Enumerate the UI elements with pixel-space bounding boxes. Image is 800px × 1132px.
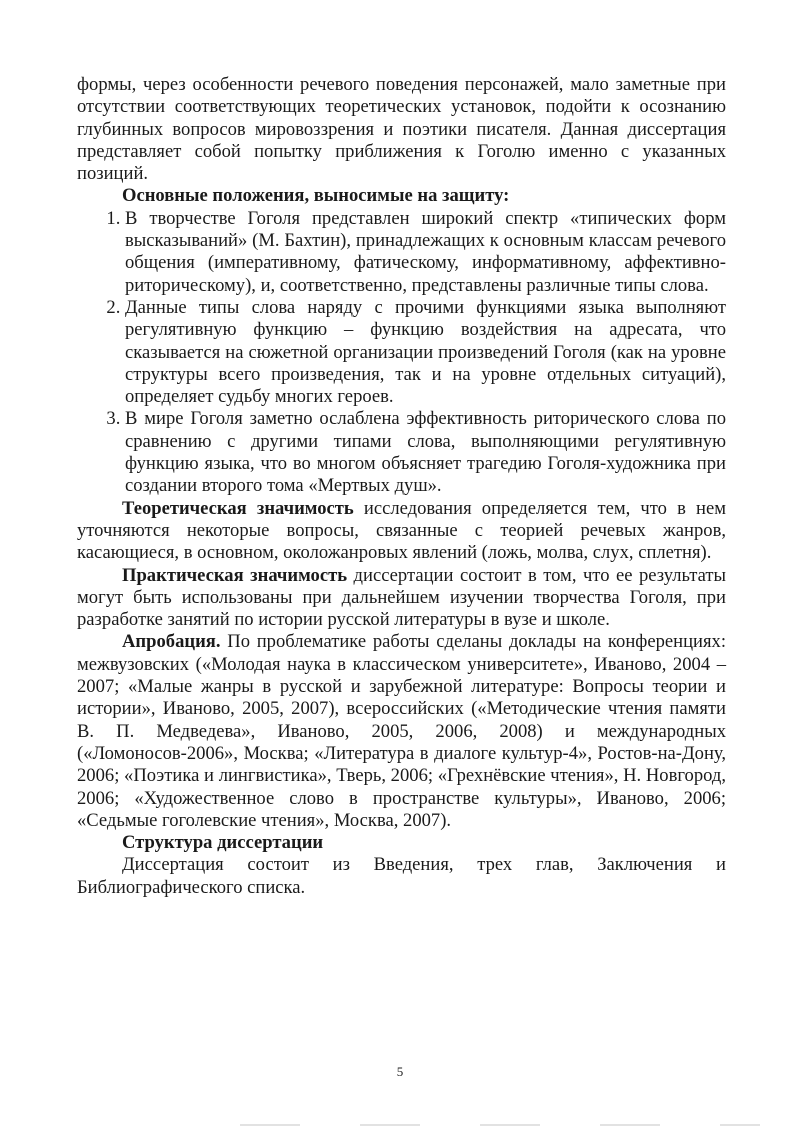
theses-heading: Основные положения, выносимые на защиту: (122, 185, 510, 207)
intro-paragraph: формы, через особенности речевого поведения персонажей, мало заметные при отсутствии соответствующих теоретических установок, подойти к осознанию глубинных вопросов мировоззрения и поэтики писателя. Данная диссертация представляет собой попытку приближения к Гоголю именно с указанных позиций. (77, 74, 726, 185)
theoretical-significance-label: Теоретическая значимость (122, 497, 354, 519)
approbation-text: По проблематике работы сделаны доклады на конференциях: межвузовских («Молодая наука в классическом университете», Иваново, 2004 – 2007; «Малые жанры в русской и зарубежной литературе: Вопросы теории и истории», Иваново, 2005, 2007), всероссийских («Методические чтения памяти В. П. Медведева», Иваново, 2005, 2006, 2008) и международных («Ломоносов-2006», Москва; «Литература в диалоге культур-4», Ростов-на-Дону, 2006; «Поэтика и лингвистика», Тверь, 2006; «Грехнёвские чтения», Н. Новгород, 2006; «Художественное слово в пространстве культуры», Иваново, 2006; «Седьмые гоголевские чтения», Москва, 2007). (77, 631, 726, 831)
thesis-item: 2. Данные типы слова наряду с прочими функциями языка выполняют регулятивную функцию – функцию воздействия на адресата, что сказывается на сюжетной организации произведений Гоголя (как на уровне структуры всего произведения, так и на уровне отдельных ситуаций), определяет судьбу многих героев. (125, 297, 726, 408)
structure-heading: Структура диссертации (122, 832, 324, 854)
practical-significance-paragraph (77, 565, 726, 632)
approbation-label: Апробация. (122, 631, 221, 653)
practical-significance-label: Практическая значимость (122, 564, 348, 586)
approbation-paragraph (77, 631, 726, 832)
thesis-item: 3. В мире Гоголя заметно ослаблена эффективность риторического слова по сравнению с другими типами слова, выполняющими регулятивную функцию языка, что во многом объясняет трагедию Гоголя-художника при создании второго тома «Мертвых душ». (125, 408, 726, 497)
document-page (77, 74, 726, 899)
thesis-item: 1. В творчестве Гоголя представлен широкий спектр «типических форм высказываний» (М. Бахтин), принадлежащих к основным классам речевого общения (императивному, фатическому, информативному, аффективно-риторическому), и, соответственно, представлены различные типы слова. (125, 208, 726, 297)
page-number: 5 (396, 1064, 404, 1079)
practical-significance-text: диссертации состоит в том, что ее результаты могут быть использованы при дальнейшем изучении творчества Гоголя, при разработке занятий по истории русской литературы в вузе и школе. (77, 564, 726, 631)
structure-paragraph: Диссертация состоит из Введения, трех глав, Заключения и Библиографического списка. (77, 854, 726, 898)
scan-edge-artifact (240, 1124, 760, 1126)
theses-list (77, 208, 726, 498)
theoretical-significance-text: исследования определяется тем, что в нем уточняются некоторые вопросы, связанные с теорией речевых жанров, касающиеся, в основном, околожанровых явлений (ложь, молва, слух, сплетня). (77, 497, 726, 564)
theoretical-significance-paragraph (77, 498, 726, 565)
